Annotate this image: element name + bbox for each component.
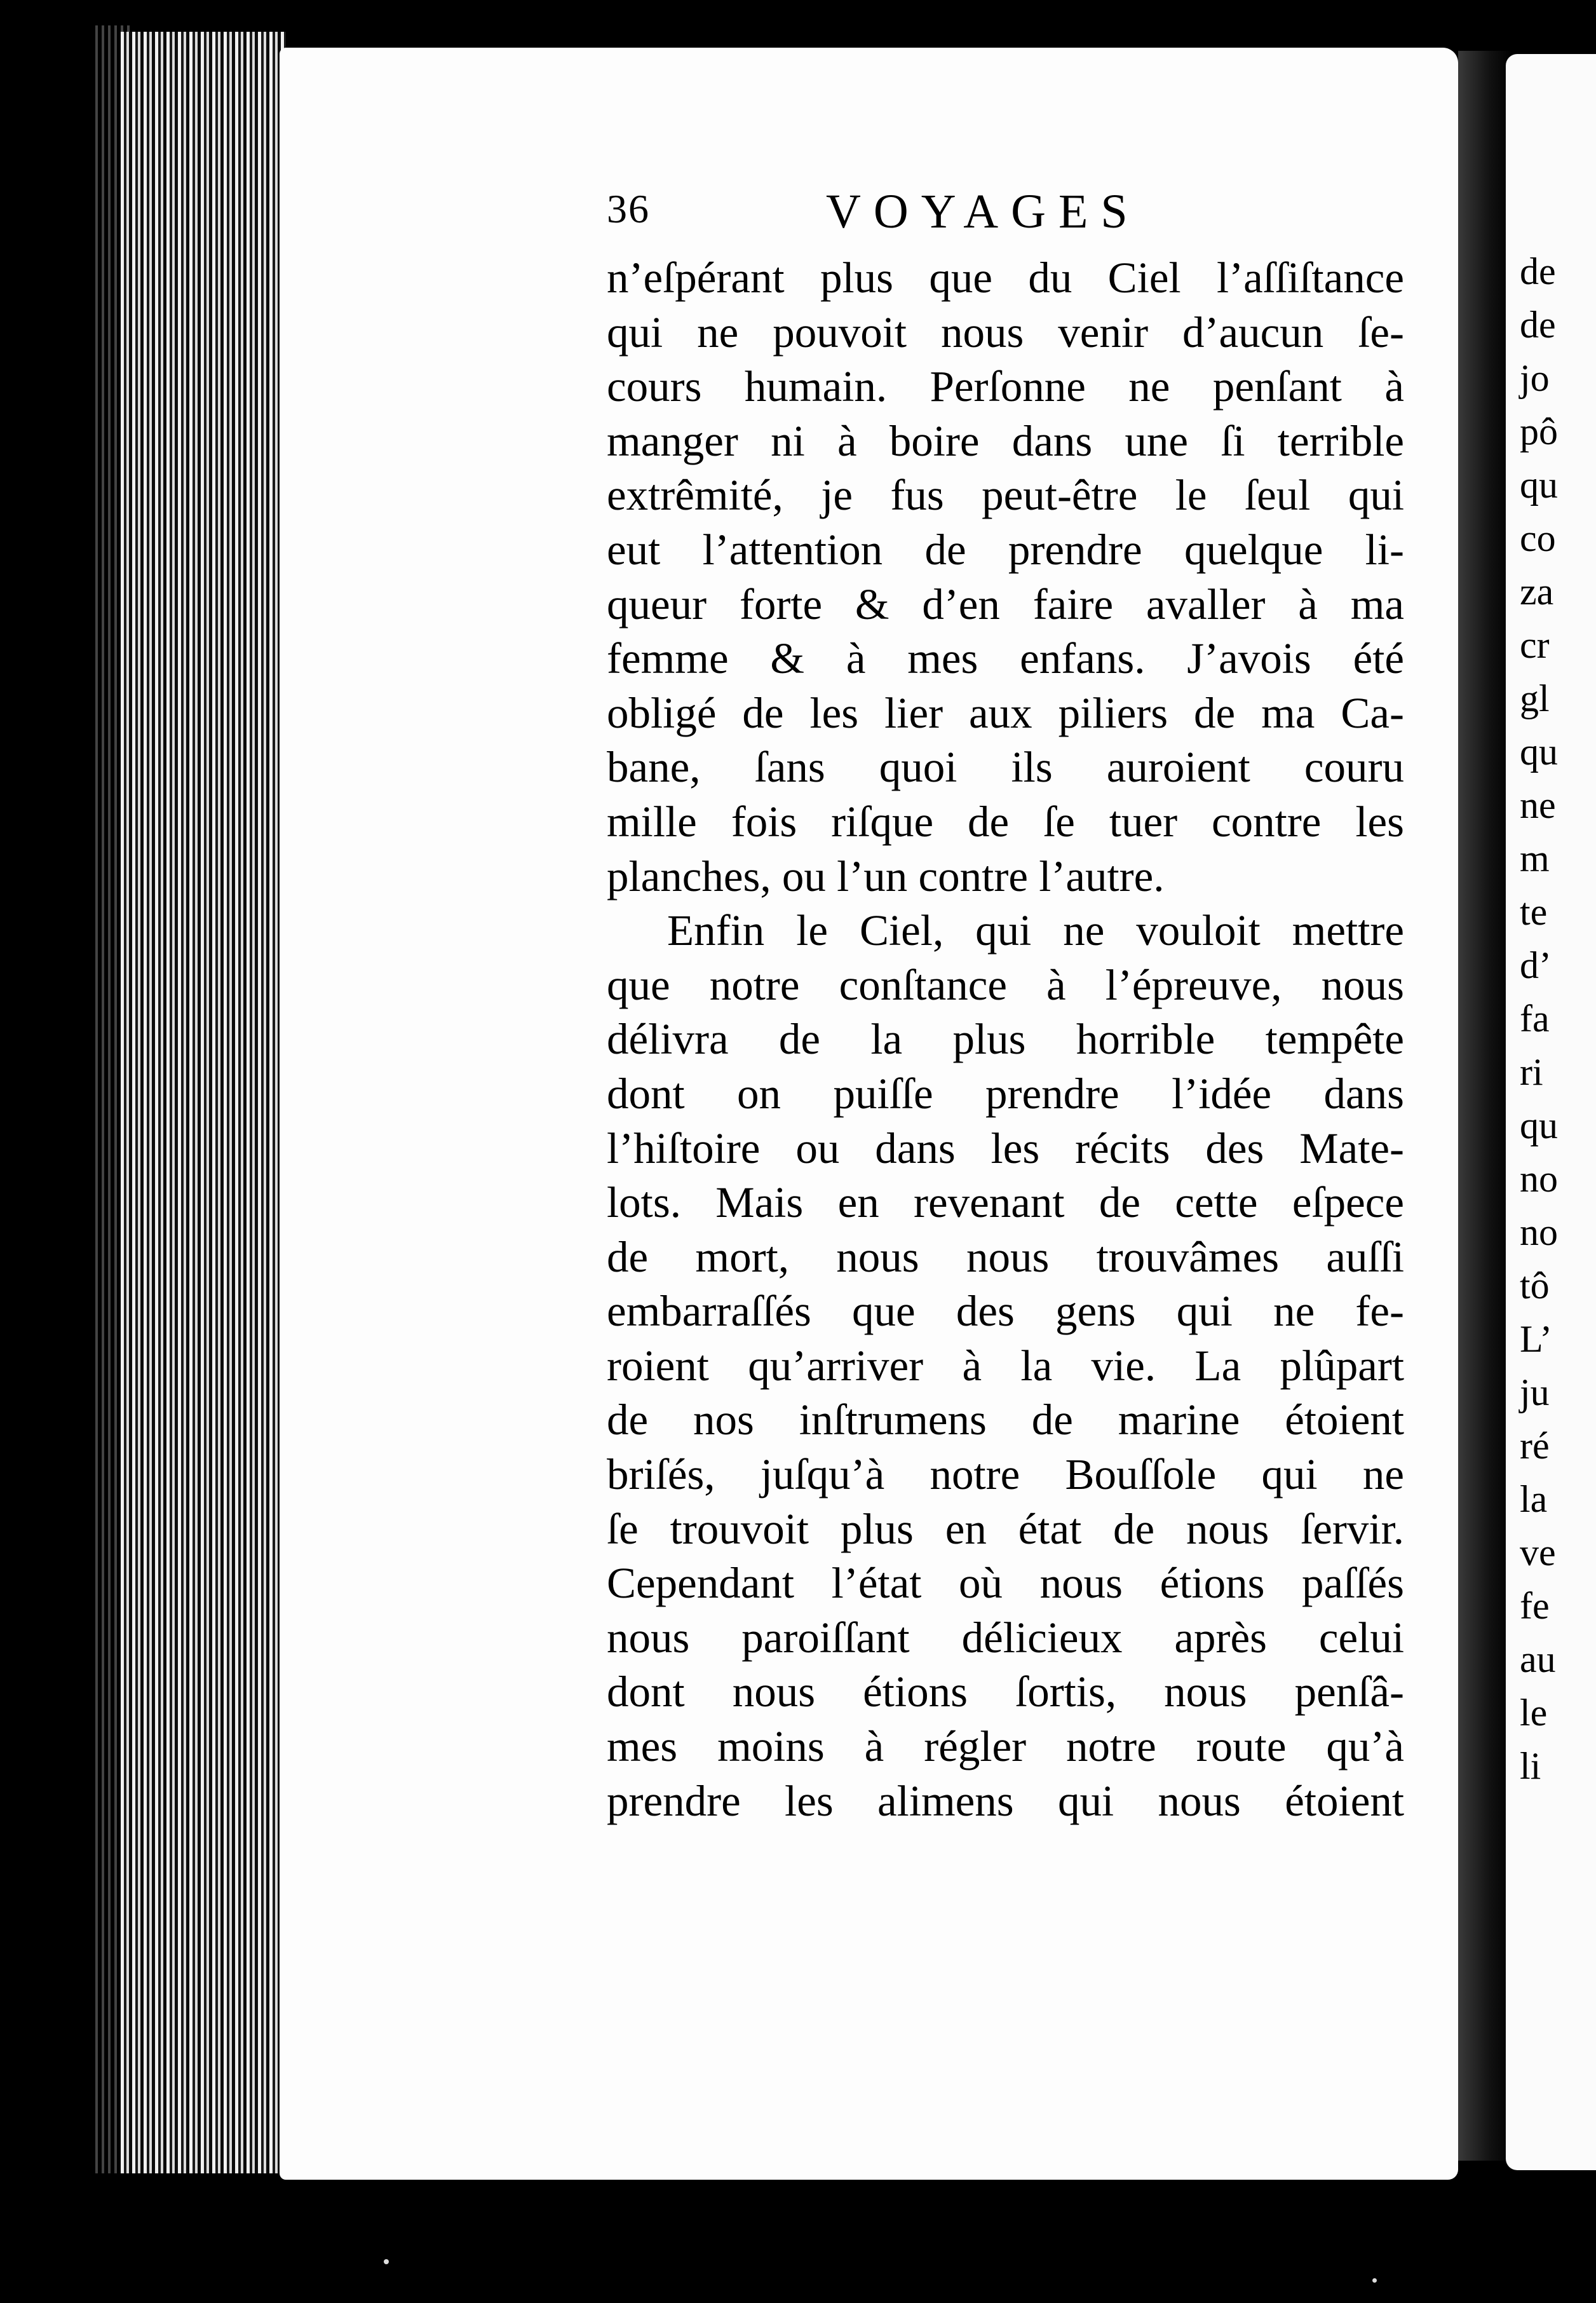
text-line: délivra de la plus horrible tempête [607,1015,1404,1064]
body-text [607,251,1404,1828]
text-line: extrêmité, je fus peut-être le ſeul qui [607,471,1404,520]
facing-text-fragment: co [1520,517,1556,559]
facing-text-fragment: ré [1520,1425,1550,1467]
facing-text-fragment: jo [1520,357,1550,399]
paper-speck [384,2259,389,2264]
text-line: queur forte & d’en faire avaller à ma [607,580,1404,628]
text-line: nous paroiſſant délicieux après celui [607,1613,1404,1662]
facing-text-fragment: fa [1520,998,1550,1040]
facing-text-fragment: qu [1520,731,1558,773]
text-line: que notre conſtance à l’épreuve, nous [607,960,1404,1009]
facing-text-fragment: li [1520,1745,1541,1787]
facing-text-fragment: za [1520,571,1554,613]
facing-text-fragment: m [1520,838,1550,880]
facing-text-fragment: au [1520,1638,1556,1680]
text-line: qui ne pouvoit nous venir d’aucun ſe- [607,308,1404,357]
facing-text-fragment: fe [1520,1585,1550,1627]
facing-text-fragment: d’ [1520,944,1552,986]
text-line: n’eſpérant plus que du Ciel l’aſſiſtance [607,254,1404,302]
facing-text-fragment: la [1520,1478,1548,1520]
paper-speck [1372,2278,1377,2283]
text-line: manger ni à boire dans une ſi terrible [607,416,1404,465]
text-line: mille fois riſque de ſe tuer contre les [607,797,1404,846]
text-line: dont on puiſſe prendre l’idée dans [607,1069,1404,1118]
text-line: roient qu’arriver à la vie. La plûpart [607,1341,1404,1390]
facing-text-fragment: gl [1520,677,1550,719]
text-line: prendre les alimens qui nous étoient [607,1776,1404,1825]
book-gutter [1458,51,1512,2161]
text-line: planches, ou l’un contre l’autre. [607,852,1165,900]
text-line: l’hiſtoire ou dans les récits des Mate- [607,1124,1404,1172]
text-line: femme & à mes enfans. J’avois été [607,634,1404,683]
facing-text-fragment: no [1520,1158,1558,1200]
page-edge-stack [121,32,286,2173]
text-line: Enfin le Ciel, qui ne vouloit mettre [667,906,1404,955]
facing-text-fragment: le [1520,1692,1548,1734]
facing-text-fragment: qu [1520,1104,1558,1146]
text-line: briſés, juſqu’à notre Bouſſole qui ne [607,1450,1404,1499]
facing-text-fragment: L’ [1520,1318,1553,1360]
text-line: mes moins à régler notre route qu’à [607,1722,1404,1771]
facing-text-fragment: ve [1520,1532,1556,1573]
text-line: ſe trouvoit plus en état de nous ſervir. [607,1504,1404,1553]
facing-text-fragment: tô [1520,1265,1550,1307]
text-line: embarraſſés que des gens qui ne fe- [607,1287,1404,1336]
text-line: Cependant l’état où nous étions paſſés [607,1559,1404,1608]
text-line: lots. Mais en revenant de cette eſpece [607,1178,1404,1227]
facing-text-fragment: pô [1520,411,1558,452]
text-line: de nos inſtrumens de marine étoient [607,1396,1404,1444]
text-line: eut l’attention de prendre quelque li- [607,525,1404,574]
facing-text-fragment: qu [1520,464,1558,506]
running-title: VOYAGES [826,185,1140,238]
facing-page-lines [1520,245,1558,1793]
facing-text-fragment: no [1520,1211,1558,1253]
facing-text-fragment: de [1520,250,1556,292]
page-number: 36 [607,186,650,231]
facing-text-fragment: de [1520,304,1556,346]
facing-text-fragment: ne [1520,784,1556,826]
text-line: bane, ſans quoi ils auroient couru [607,743,1404,792]
text-line: cours humain. Perſonne ne penſant à [607,362,1404,411]
facing-text-fragment: ju [1520,1371,1550,1413]
facing-text-fragment: te [1520,891,1548,933]
text-line: dont nous étions ſortis, nous penſâ- [607,1668,1404,1716]
text-line: obligé de les lier aux piliers de ma Ca- [607,688,1404,737]
facing-text-fragment: cr [1520,624,1550,666]
text-line: de mort, nous nous trouvâmes auſſi [607,1232,1404,1281]
facing-text-fragment: ri [1520,1051,1543,1093]
